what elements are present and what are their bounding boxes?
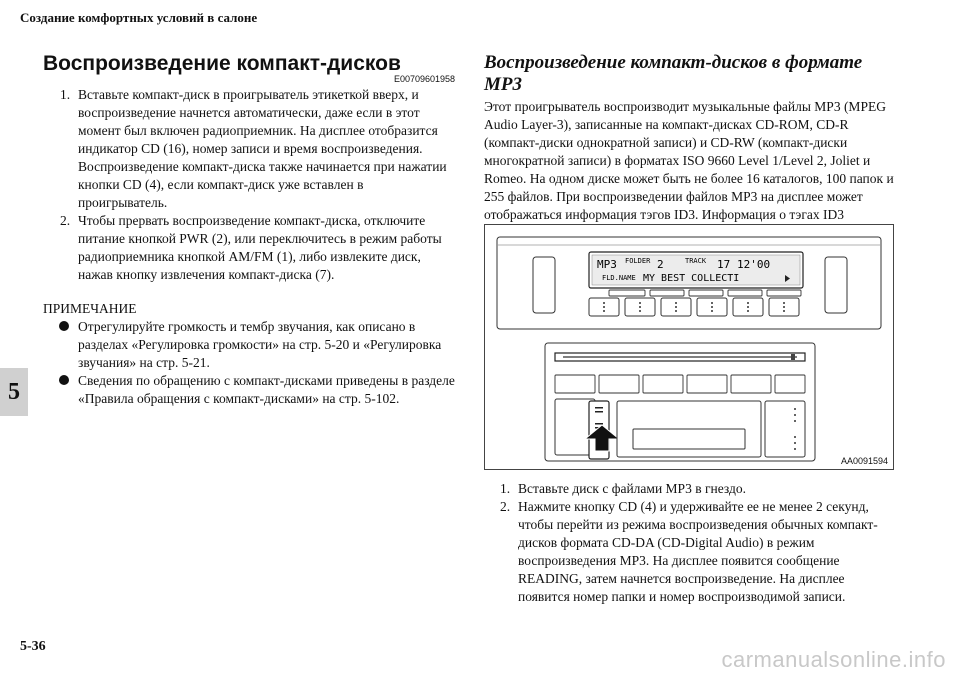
bullet-icon <box>59 375 69 385</box>
display-folder-label: FOLDER <box>625 257 651 265</box>
step-number: 2. <box>500 499 511 514</box>
step-text: Чтобы прервать воспроизведение компакт-диска, отключите питание кнопкой PWR (2), или переключитесь в режим работы радиоприемника кнопкой AM/FM (1), либо извлеките диск, нажав кнопку извлечения компакт-диска (7). <box>78 213 442 282</box>
step-item <box>484 498 896 606</box>
note-list <box>43 318 455 408</box>
step-number: 2. <box>60 213 71 228</box>
step-text: Вставьте компакт-диск в проигрыватель этикеткой вверх, и воспроизведение начнется автоматически, даже если в этот момент был включен радиоприемник. На дисплее отобразится индикатор CD (16), номер записи и время воспроизведения. Воспроизведение компакт-диска также начинается при нажатии кнопки CD (4), если компакт-диск уже вставлен в проигрыватель. <box>78 87 447 210</box>
watermark: carmanualsonline.info <box>721 647 946 672</box>
step-text: Вставьте диск с файлами MP3 в гнездо. <box>518 481 746 496</box>
display-mode-text: MP3 <box>597 258 617 271</box>
display-track-value: 17 <box>717 258 731 271</box>
display-fld-value: MY BEST COLLECTI <box>643 273 740 284</box>
step-text: Нажмите кнопку CD (4) и удерживайте ее не менее 2 секунд, чтобы перейти из режима воспроизведения обычных компакт-дисков формата CD-DA (CD-Digital Audio) в режим воспроизведения MP3. На дисплее появится сообщение READING, затем начнется воспроизведение. На дисплее появится номер папки и номер воспроизводимой записи. <box>518 499 878 604</box>
bullet-icon <box>59 321 69 331</box>
mp3-steps <box>484 480 896 606</box>
note-item <box>43 318 455 372</box>
step-number: 1. <box>60 87 71 102</box>
chapter-tab: 5 <box>0 368 28 416</box>
step-item <box>43 86 455 212</box>
mp3-intro: Этот проигрыватель воспроизводит музыкальные файлы MP3 (MPEG Audio Layer-3), записанные на компакт-дисках CD-ROM, CD-R (компакт-диски однократной записи) и CD-RW (компакт-диски многократной записи) в форматах ISO 9660 Level 1/Level 2, Joliet и Romeo. На одном диске может быть не более 16 каталогов, 100 папок и 255 файлов. При воспроизведении файлов MP3 на дисплее может отображаться информация тэгов ID3. Информация о тэгах ID3 <box>484 99 894 222</box>
step-item <box>43 212 455 284</box>
section-code: E00709601958 <box>393 74 455 84</box>
head-unit-illustration <box>484 224 894 470</box>
figure-code: AA0091594 <box>840 456 888 466</box>
note-heading: ПРИМЕЧАНИЕ <box>43 301 137 316</box>
display-folder-value: 2 <box>657 258 664 271</box>
display-fld-label: FLD.NAME <box>602 274 636 282</box>
display-time: 12'00 <box>737 258 771 271</box>
head-unit-drawing <box>485 225 893 469</box>
display-track-label: TRACK <box>685 257 707 265</box>
note-text: Сведения по обращению с компакт-дисками приведены в разделе «Правила обращения с компакт-дисками» на стр. 5-102. <box>78 373 455 406</box>
page-header: Создание комфортных условий в салоне <box>20 10 258 25</box>
step-number: 1. <box>500 481 511 496</box>
note-text: Отрегулируйте громкость и тембр звучания, как описано в разделах «Регулировка громкости» на стр. 5-20 и «Регулировка звучания» на стр. 5-21. <box>78 319 442 370</box>
note-item <box>43 372 455 408</box>
section-title-cd: Воспроизведение компакт-дисков <box>43 52 401 75</box>
left-column <box>43 52 455 408</box>
section-title-mp3: Воспроизведение компакт-дисков в формате MP3 <box>484 52 863 95</box>
cd-steps <box>43 86 455 284</box>
page-number: 5-36 <box>20 639 46 654</box>
step-item <box>484 480 896 498</box>
